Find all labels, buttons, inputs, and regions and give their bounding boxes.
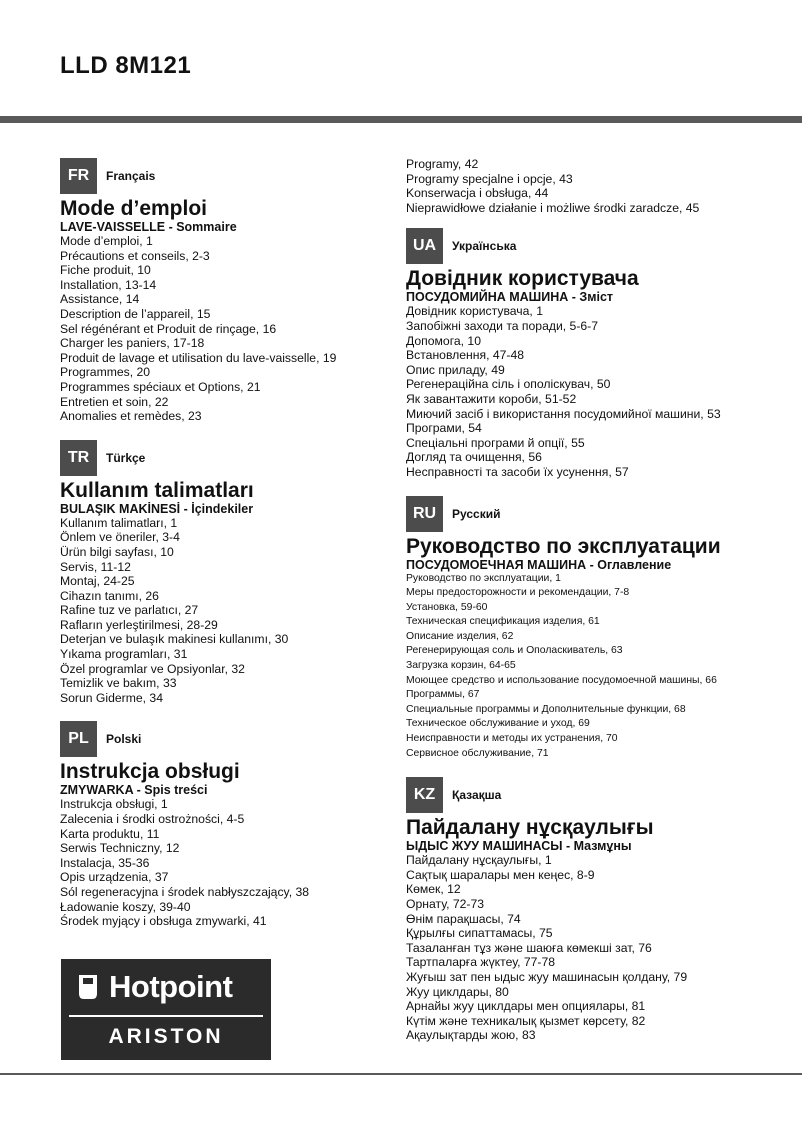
toc-item: Меры предосторожности и рекомендации, 7-8: [406, 587, 630, 599]
language-header-kz: [406, 777, 796, 813]
toc-item: Mode d’emploi, 1: [60, 234, 153, 248]
language-header-ru: [406, 496, 796, 532]
section-pl-continued: [406, 157, 796, 215]
brand-logo: [61, 959, 271, 1060]
toc-list-ua: [406, 304, 796, 479]
toc-item: Ładowanie koszy, 39-40: [60, 899, 191, 914]
toc-item: Арнайы жуу циклдары мен опциялары, 81: [406, 999, 646, 1014]
section-fr: [60, 158, 420, 424]
toc-item: Sól regeneracyjna i środek nabłyszczający, 38: [60, 885, 310, 899]
toc-item: Моющее средство и использование посудомоечной машины, 66: [406, 674, 717, 686]
toc-item: Пайдалану нұсқаулығы, 1: [406, 853, 552, 868]
toc-item: Регенерирующая соль и Ополаскиватель, 63: [406, 645, 623, 657]
toc-item: Nieprawidłowe działanie i możliwe środki zaradcze, 45: [406, 200, 700, 215]
toc-item: Тартпаларға жүктеу, 77-78: [406, 955, 556, 970]
toc-item: Програми, 54: [406, 421, 482, 436]
section-subtitle-pl: ZMYWARKA - Spis treści: [60, 783, 208, 798]
right-column: [406, 157, 796, 1059]
language-header-tr: [60, 440, 420, 476]
toc-list-tr: [60, 516, 420, 706]
toc-list-fr: [60, 234, 420, 424]
toc-item: Özel programlar ve Opsiyonlar, 32: [60, 661, 245, 676]
language-badge-fr: FR: [60, 158, 97, 194]
toc-item: Sorun Giderme, 34: [60, 690, 163, 705]
logo-brand-top: Hotpoint: [109, 969, 233, 1004]
section-title-kz: Пайдалану нұсқаулығы: [406, 816, 654, 840]
toc-item: Довідник користувача, 1: [406, 304, 543, 319]
section-title-pl: Instrukcja obsługi: [60, 760, 240, 784]
toc-item: Загрузка корзин, 64-65: [406, 660, 516, 672]
toc-item: Өнім парақшасы, 74: [406, 911, 521, 926]
toc-item: Руководство по эксплуатации, 1: [406, 572, 561, 584]
toc-item: Сақтық шаралары мен кеңес, 8-9: [406, 867, 595, 882]
language-badge-ru: RU: [406, 496, 443, 532]
toc-item: Assistance, 14: [60, 292, 140, 307]
section-tr: [60, 440, 420, 706]
section-ua: [406, 228, 796, 479]
section-subtitle-kz: ЫДЫС ЖУУ МАШИНАСЫ - Мазмұны: [406, 839, 632, 854]
toc-item: Anomalies et remèdes, 23: [60, 409, 202, 424]
toc-item: Тазаланған тұз және шаюға көмекші зат, 76: [406, 940, 652, 955]
toc-item: Жуғыш зат пен ыдыс жуу машинасын қолдану, 79: [406, 969, 688, 984]
logo-brand-bottom: ARISTON: [108, 1025, 224, 1048]
toc-item: Cihazın tanımı, 26: [60, 588, 159, 603]
toc-item: Спеціальні програми й опції, 55: [406, 435, 585, 450]
toc-item: Құрылғы сипаттамасы, 75: [406, 926, 553, 941]
toc-item: Опис приладу, 49: [406, 362, 505, 377]
language-header-ua: [406, 228, 796, 264]
toc-item: Programmes, 20: [60, 365, 151, 380]
toc-item: Önlem ve öneriler, 3-4: [60, 530, 180, 545]
toc-list-pl: [60, 797, 420, 928]
language-name-fr: Français: [106, 169, 156, 183]
toc-item: Rafine tuz ve parlatıcı, 27: [60, 603, 199, 618]
toc-item: Précautions et conseils, 2-3: [60, 248, 210, 263]
section-ru: [406, 496, 796, 762]
toc-item: Charger les paniers, 17-18: [60, 336, 205, 351]
toc-list-pl-continued: [406, 157, 796, 215]
toc-item: Sel régénérant et Produit de rinçage, 16: [60, 321, 277, 336]
toc-item: Несправності та засоби їх усунення, 57: [406, 464, 629, 479]
language-header-pl: [60, 721, 420, 757]
toc-item: Жуу циклдары, 80: [406, 984, 509, 999]
toc-item: Instalacja, 35-36: [60, 855, 150, 870]
section-subtitle-fr: LAVE-VAISSELLE - Sommaire: [60, 220, 237, 234]
toc-item: Środek myjący i obsługa zmywarki, 41: [60, 914, 267, 929]
toc-item: Installation, 13-14: [60, 277, 157, 292]
language-name-tr: Türkçe: [106, 450, 146, 465]
language-name-ua: Українська: [452, 239, 517, 254]
toc-item: Programy, 42: [406, 157, 479, 171]
section-subtitle-ru: ПОСУДОМОЕЧНАЯ МАШИНА - Оглавление: [406, 557, 672, 572]
toc-item: Описание изделия, 62: [406, 630, 514, 642]
toc-item: Як завантажити короби, 51-52: [406, 391, 577, 406]
toc-item: Миючий засіб і використання посудомийної машини, 53: [406, 406, 721, 421]
toc-item: Встановлення, 47-48: [406, 348, 525, 363]
toc-item: Zalecenia i środki ostrożności, 4-5: [60, 812, 245, 827]
toc-item: Көмек, 12: [406, 882, 461, 897]
footer-divider: [0, 1073, 802, 1075]
toc-item: Yıkama programları, 31: [60, 647, 188, 662]
section-title-fr: Mode d’emploi: [60, 197, 207, 220]
language-name-pl: Polski: [106, 732, 142, 747]
toc-item: Description de l’appareil, 15: [60, 306, 211, 321]
toc-item: Serwis Techniczny, 12: [60, 841, 180, 856]
hotpoint-mark-icon: [75, 972, 101, 1002]
toc-item: Регенераційна сіль і ополіскувач, 50: [406, 377, 611, 392]
toc-item: Programy specjalne i opcje, 43: [406, 171, 573, 186]
toc-item: Rafların yerleştirilmesi, 28-29: [60, 617, 218, 632]
toc-item: Техническая спецификация изделия, 61: [406, 616, 600, 628]
language-header-fr: [60, 158, 420, 194]
toc-item: Instrukcja obsługi, 1: [60, 797, 168, 812]
logo-top: [61, 959, 271, 1015]
toc-item: Допомога, 10: [406, 333, 481, 348]
toc-item: Сервисное обслуживание, 71: [406, 747, 549, 759]
toc-item: Programmes spéciaux et Options, 21: [60, 379, 261, 394]
toc-item: Temizlik ve bakım, 33: [60, 676, 177, 691]
toc-item: Karta produktu, 11: [60, 826, 160, 841]
model-title: LLD 8M121: [60, 52, 192, 79]
toc-item: Fiche produit, 10: [60, 263, 151, 278]
toc-list-kz: [406, 853, 796, 1043]
language-name-ru: Русский: [452, 506, 501, 521]
section-kz: [406, 777, 796, 1043]
toc-item: Техническое обслуживание и уход, 69: [406, 718, 590, 730]
toc-item: Ақаулықтарды жою, 83: [406, 1028, 536, 1043]
toc-item: Entretien et soin, 22: [60, 394, 169, 409]
toc-item: Konserwacja i obsługa, 44: [406, 186, 549, 201]
toc-item: Opis urządzenia, 37: [60, 870, 169, 885]
toc-item: Программы, 67: [406, 689, 480, 701]
section-subtitle-tr: BULAŞIK MAKİNESİ - İçindekiler: [60, 501, 254, 516]
toc-item: Kullanım talimatları, 1: [60, 515, 178, 530]
toc-item: Неисправности и методы их устранения, 70: [406, 733, 618, 745]
language-badge-kz: KZ: [406, 777, 443, 813]
toc-item: Орнату, 72-73: [406, 897, 485, 911]
toc-item: Установка, 59-60: [406, 601, 488, 613]
language-name-kz: Қазақша: [452, 788, 502, 803]
toc-item: Ürün bilgi sayfası, 10: [60, 544, 174, 559]
section-title-ua: Довідник користувача: [406, 267, 639, 291]
section-title-tr: Kullanım talimatları: [60, 478, 254, 502]
header-divider: [0, 116, 802, 123]
toc-item: Montaj, 24-25: [60, 574, 135, 589]
language-badge-tr: TR: [60, 440, 97, 476]
section-title-ru: Руководство по эксплуатации: [406, 534, 721, 558]
toc-item: Специальные программы и Дополнительные функции, 68: [406, 703, 686, 715]
toc-item: Deterjan ve bulaşık makinesi kullanımı, 30: [60, 632, 289, 647]
language-badge-pl: PL: [60, 721, 97, 757]
language-badge-ua: UA: [406, 228, 443, 264]
toc-item: Запобіжні заходи та поради, 5-6-7: [406, 318, 599, 333]
section-subtitle-ua: ПОСУДОМИЙНА МАШИНА - Зміст: [406, 290, 614, 305]
toc-item: Produit de lavage et utilisation du lave-vaisselle, 19: [60, 350, 337, 365]
toc-item: Servis, 11-12: [60, 559, 131, 574]
toc-item: Догляд та очищення, 56: [406, 450, 542, 465]
left-column: [60, 158, 420, 945]
section-pl: [60, 721, 420, 928]
toc-list-ru: [406, 572, 796, 762]
toc-item: Күтім және техникалық қызмет көрсету, 82: [406, 1013, 646, 1028]
